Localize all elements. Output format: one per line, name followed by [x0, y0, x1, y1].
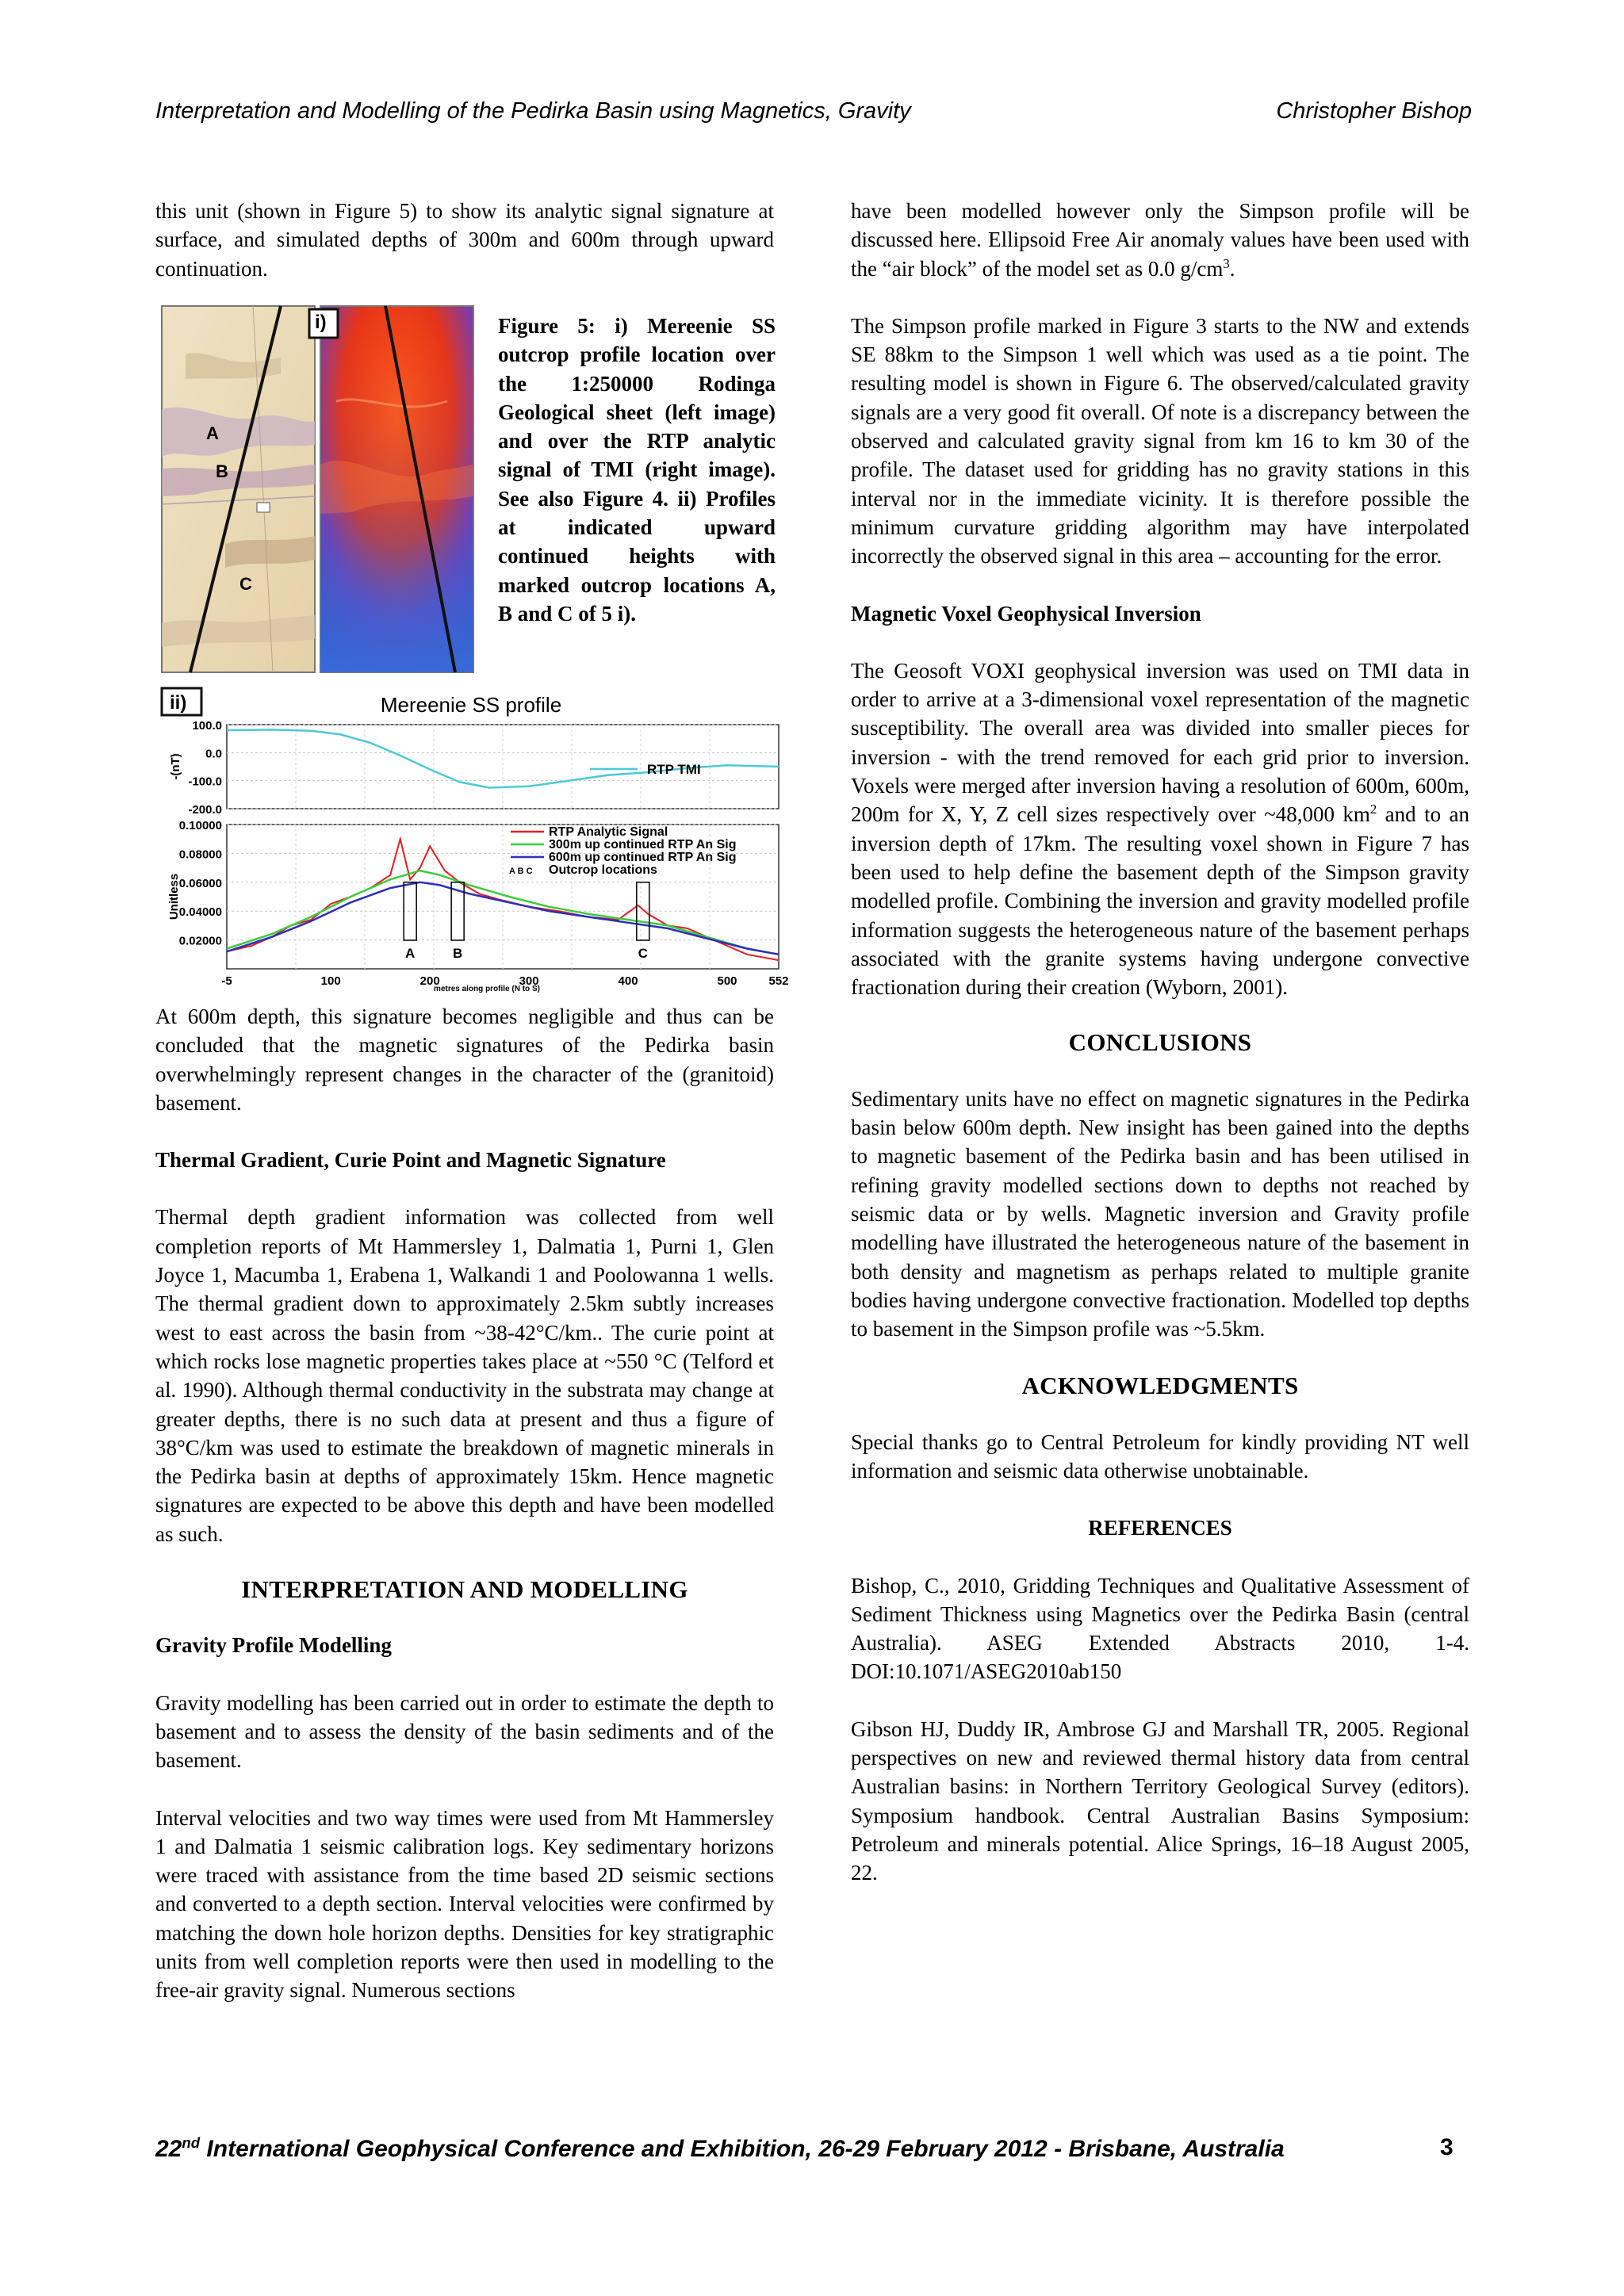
running-header-author: Christopher Bishop [1276, 98, 1472, 124]
chart-0-ytick: 100.0 [192, 719, 222, 733]
intro-paragraph: this unit (shown in Figure 5) to show its analytic signal signature at surface, and simulated depths of 300m and 600m through upward continuation. [155, 199, 774, 281]
map-label-c: C [239, 574, 252, 594]
depth-600m-paragraph: At 600m depth, this signature becomes negligible and thus can be concluded that the magnetic signatures of the Pedirka basin overwhelmingly represent changes in the character of the (granitoid) basement. [155, 1004, 774, 1115]
map-label-a: A [206, 423, 219, 443]
legend-series-3-label: Outcrop locations [549, 863, 657, 877]
chart-1-xtick: 400 [618, 974, 638, 988]
thermal-gradient-heading: Thermal Gradient, Curie Point and Magnetic Signature [155, 1148, 666, 1173]
continued-paragraph [851, 197, 1469, 283]
legend-rtp-tmi-label: RTP TMI [647, 762, 701, 777]
panel-i-label: i) [315, 312, 327, 333]
figure5-panel-ii [162, 688, 789, 993]
references-heading: REFERENCES [1088, 1516, 1232, 1540]
chart-1-ytick: 0.08000 [178, 848, 222, 862]
chart-1-xtick: -5 [221, 974, 232, 988]
continued-text: have been modelled however only the Simpson profile will be discussed here. Ellipsoid Free Air anomaly values have been used with the “air block” of the model set as 0.0 g/cm [851, 199, 1469, 281]
chart-1-xlabel: metres along profile (N to S) [434, 985, 540, 993]
chart-1-xtick: 552 [768, 974, 789, 988]
continued-end: . [1229, 256, 1235, 281]
left-column-bottom [155, 1002, 774, 2034]
legend-series-0-label: RTP Analytic Signal [549, 825, 668, 839]
reference-bishop-2010: Bishop, C., 2010, Gridding Techniques and Qualitative Assessment of Sediment Thickness using Magnetics over the Pedirka Basin (central Australia). ASEG Extended Abstracts 2010, 1-4. DOI:10.1071/ASEG2010ab150 [851, 1573, 1469, 1684]
chart-0-ytick: 0.0 [205, 747, 222, 761]
figure5-caption: Figure 5: i) Mereenie SS outcrop profile location over the 1:250000 Rodinga Geological sheet (left image) and over the RTP analytic signal of TMI (right image). See also Figure 4. ii) Profiles at indicated upward continued heights with marked outcrop locations A, B and C of 5 i). [498, 314, 776, 626]
chart-0-ytick: -200.0 [188, 803, 222, 817]
unit-superscript: 3 [1223, 255, 1230, 271]
outcrop-label-C: C [638, 946, 648, 961]
chart-1-xtick: 200 [419, 974, 440, 988]
chart-1-ylabel: Unitless [167, 873, 181, 920]
chart-1-xtick: 100 [320, 974, 341, 988]
chart-0-ylabel: -(nT) [169, 753, 182, 780]
chart-0-ytick: -100.0 [188, 775, 222, 789]
chart-1-ytick: 0.06000 [178, 876, 222, 890]
simpson-profile-paragraph: The Simpson profile marked in Figure 3 starts to the NW and extends SE 88km to the Simpson 1 well which was used as a tie point. The resulting model is shown in Figure 6. The observed/calculated gravity signals are a very good fit overall. Of note is a discrepancy between the observed and calculated gravity signal from km 16 to km 30 of the profile. The dataset used for gridding has no gravity stations in this interval nor in the immediate vicinity. It is therefore possible the minimum curvature gridding algorithm may have interpolated incorrectly the observed signal in this area – accounting for the error. [851, 313, 1469, 568]
voxel-inversion-heading: Magnetic Voxel Geophysical Inversion [851, 601, 1201, 626]
footer-conference-number: 22 [155, 2136, 182, 2162]
legend-outcrop-prefix: A B C [509, 867, 533, 876]
reference-gibson-2005: Gibson HJ, Duddy IR, Ambrose GJ and Marshall TR, 2005. Regional perspectives on new and reviewed thermal history data from central Australian basins: in Northern Territory Geological Survey (editors). Symposium handbook. Central Australian Basins Symposium: Petroleum and minerals potential. Alice Springs, 16–18 August 2005, 22. [851, 1716, 1469, 1885]
figure5-panel-i [162, 306, 473, 672]
map-label-b: B [216, 461, 228, 481]
conclusions-heading: CONCLUSIONS [1068, 1028, 1252, 1057]
acknowledgments-heading: ACKNOWLEDGMENTS [1021, 1372, 1299, 1400]
chart-1-xtick: 500 [717, 974, 737, 988]
footer-conference-text: International Geophysical Conference and Exhibition, 26-29 February 2012 - Brisbane, Australia [200, 2136, 1285, 2162]
chart-title: Mereenie SS profile [380, 693, 562, 717]
gravity-modelling-heading: Gravity Profile Modelling [155, 1633, 392, 1658]
voxel-text-b: and to an inversion depth of 17km. The resulting voxel shown in Figure 7 has been used to help define the basement depth of the Simpson gravity modelled profile. Combining the inversion and gravity modelled profile information suggests the heterogeneous nature of the basement perhaps associated with the granite systems having undergone convective fractionation during their creation (Wyborn, 2001). [851, 802, 1469, 1000]
outcrop-label-A: A [405, 946, 416, 961]
geology-map-image [162, 306, 473, 672]
chart-1-xtick: 300 [519, 974, 539, 988]
legend-series-1-label: 300m up continued RTP An Sig [549, 838, 737, 851]
mereenie-profile-chart [162, 688, 789, 993]
page-footer [155, 2136, 1285, 2163]
right-column [851, 197, 1469, 1916]
chart-1-ytick: 0.04000 [178, 905, 222, 920]
panel-ii-label: ii) [170, 692, 187, 714]
voxel-inversion-paragraph [851, 656, 1469, 1002]
area-superscript: 2 [1369, 802, 1377, 817]
chart-1-ytick: 0.02000 [178, 934, 222, 948]
running-header-left: Interpretation and Modelling of the Pedirka Basin using Magnetics, Gravity [155, 98, 911, 124]
page-number: 3 [1440, 2134, 1454, 2160]
conclusions-paragraph: Sedimentary units have no effect on magnetic signatures in the Pedirka basin below 600m depth. New insight has been gained into the depths to magnetic basement of the Pedirka basin and has been utilised in refining gravity modelled sections down to depths not reached by seismic data or by wells. Magnetic inversion and Gravity profile modelling have illustrated the heterogeneous nature of the basement in both density and magnetism as perhaps related to multiple granite bodies having undergone convective fractionation. Modelled top depths to basement in the Simpson profile was ~5.5km. [851, 1086, 1469, 1341]
gravity-paragraph-2: Interval velocities and two way times were used from Mt Hammersley 1 and Dalmatia 1 seismic calibration logs. Key sedimentary horizons were traced with assistance from the time based 2D seismic sections and converted to a depth section. Interval velocities were confirmed by matching the down hole horizon depths. Densities for key stratigraphic units from well completion reports were then used in modelling to the free-air gravity signal. Numerous sections [155, 1805, 774, 2003]
chart-1-ytick: 0.10000 [178, 819, 222, 832]
acknowledgments-paragraph: Special thanks go to Central Petroleum for kindly providing NT well information and seismic data otherwise unobtainable. [851, 1429, 1469, 1483]
gravity-paragraph-1: Gravity modelling has been carried out in order to estimate the depth to basement and to assess the density of the basin sediments and of the basement. [155, 1690, 774, 1773]
interpretation-heading: INTERPRETATION AND MODELLING [241, 1575, 688, 1604]
legend-series-2-label: 600m up continued RTP An Sig [549, 851, 737, 864]
left-column-top [155, 197, 774, 312]
footer-ordinal: nd [182, 2134, 201, 2151]
outcrop-label-B: B [453, 946, 463, 961]
thermal-gradient-paragraph: Thermal depth gradient information was collected from well completion reports of Mt Hammersley 1, Dalmatia 1, Purni 1, Glen Joyce 1, Macumba 1, Erabena 1, Walkandi 1 and Poolowanna 1 wells. The thermal gradient down to approximately 2.5km subtly increases west to east across the basin from ~38-42°C/km.. The curie point at which rocks lose magnetic properties takes place at ~550 °C (Telford et al. 1990). Although thermal conductivity in the substrata may change at greater depths, there is no such data at present and thus a figure of 38°C/km was used to estimate the breakdown of magnetic minerals in the Pedirka basin at depths of approximately 15km. Hence magnetic signatures are expected to be above this depth and have been modelled as such. [155, 1205, 774, 1546]
voxel-text-a: The Geosoft VOXI geophysical inversion was used on TMI data in order to arrive at a 3-dimensional voxel representation of the magnetic susceptibility. The overall area was divided into smaller pieces for inversion - with the trend removed for each grid prior to inversion. Voxels were merged after inversion having a resolution of 600m, 600m, 200m for X, Y, Z cell sizes respectively over ~48,000 km [851, 658, 1469, 827]
